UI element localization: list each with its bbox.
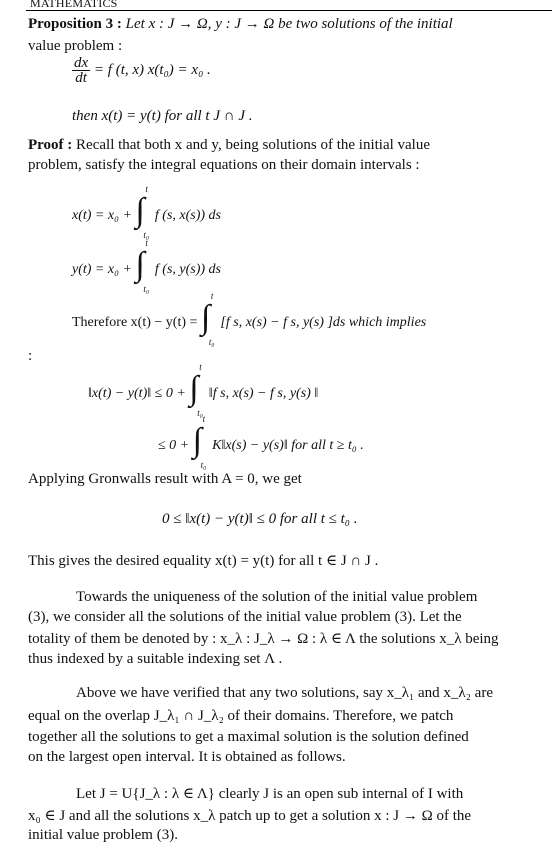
- integral-x-lhs: x(t) = x₀ +: [72, 208, 132, 224]
- para3-line-2: x₀ ∈ J and all the solutions x_λ patch up to get a solution x : J → Ω of the: [28, 808, 472, 824]
- integral-upper-limit: t: [210, 291, 214, 301]
- proposition-label: Proposition 3 :: [28, 16, 122, 32]
- frac-numerator: dx: [74, 55, 89, 71]
- integral-x-rhs: f (s, x(s)) ds: [154, 208, 222, 224]
- colon-mark: :: [28, 348, 33, 364]
- integral-lower-limit: t₀: [143, 230, 150, 240]
- therefore-lhs: Therefore x(t) − y(t) =: [72, 315, 198, 331]
- gronwall-line: Applying Gronwalls result with A = 0, we get: [28, 471, 302, 487]
- proof-label: Proof :: [28, 137, 73, 153]
- para1-line-1: Towards the uniqueness of the solution of the initial value problem: [76, 589, 478, 605]
- therefore-equation: [72, 291, 427, 347]
- para2-line-1: Above we have verified that any two solutions, say x_λ₁ and x_λ₂ are: [76, 685, 493, 701]
- para1-line-2: (3), we consider all the solutions of the initial value problem (3). Let the: [28, 609, 462, 625]
- para3-line-1: Let J = U{J_λ : λ ∈ Λ} clearly J is an open sub internal of I with: [76, 786, 464, 802]
- running-header: MATHEMATICS: [30, 0, 118, 10]
- proposition-line-1: [28, 16, 453, 33]
- frac-denominator: dt: [75, 70, 87, 86]
- derivative-fraction: [72, 56, 90, 85]
- proof-line-1: [28, 137, 430, 154]
- para2-line-4: on the largest open interval. It is obtained as follows.: [28, 749, 346, 765]
- integral-sign: ∫ t t₀: [189, 362, 203, 418]
- integral-y-rhs: f (s, y(s)) ds: [154, 262, 222, 278]
- para2-line-2: equal on the overlap J_λ₁ ∩ J_λ₂ of their domains. Therefore, we patch: [28, 708, 454, 724]
- integral-lower-limit: t₀: [208, 337, 215, 347]
- para1-line-3: totality of them be denoted by : x_λ : J_λ → Ω : λ ∈ Λ the solutions x_λ being: [28, 631, 499, 647]
- integral-sign: ∫ t t₀: [192, 414, 207, 470]
- integral-upper-limit: t: [202, 414, 206, 424]
- para2-line-3: together all the solutions to get a maximal solution is the solution defined: [28, 729, 469, 745]
- integral-sign: ∫ t t₀: [135, 238, 150, 294]
- integral-lower-limit: t₀: [200, 460, 207, 470]
- proposition-conclusion: then x(t) = y(t) for all t J ∩ J .: [72, 108, 253, 124]
- ivp-rhs: = f (t, x) x(t₀) = x₀ .: [93, 61, 211, 78]
- norm-rhs: ‖f s, x(s) − f s, y(s) ‖: [208, 386, 319, 402]
- norm-lhs: ‖x(t) − y(t)‖ ≤ 0 +: [88, 386, 186, 402]
- integral-lower-limit: t₀: [197, 408, 203, 418]
- equality-line: This gives the desired equality x(t) = y(t) for all t ∈ J ∩ J .: [28, 553, 379, 569]
- para3-line-3: initial value problem (3).: [28, 827, 178, 843]
- gronwall-equation: 0 ≤ ‖x(t) − y(t)‖ ≤ 0 for all t ≤ t₀ .: [162, 511, 358, 527]
- integral-sign: ∫ t t₀: [200, 291, 215, 347]
- proof-text-1: Recall that both x and y, being solutions of the initial value: [76, 137, 431, 153]
- bound-inequality: [158, 414, 364, 470]
- norm-inequality: [88, 362, 319, 418]
- integral-y-lhs: y(t) = x₀ +: [72, 262, 132, 278]
- bound-lhs: ≤ 0 +: [158, 438, 190, 454]
- para1-line-4: thus indexed by a suitable indexing set Λ .: [28, 651, 283, 667]
- integral-upper-limit: t: [199, 362, 202, 372]
- bound-rhs: K‖x(s) − y(s)‖ for all t ≥ t₀ .: [212, 438, 364, 454]
- integral-equation-y: [72, 238, 222, 294]
- integral-lower-limit: t₀: [143, 284, 150, 294]
- integral-sign: ∫ t t₀: [135, 184, 150, 240]
- proposition-text-1: Let x : J → Ω, y : J → Ω be two solutions of the initial: [125, 16, 453, 32]
- therefore-rhs: [f s, x(s) − f s, y(s) ]ds which implies: [220, 315, 427, 331]
- proposition-line-2: value problem :: [28, 38, 123, 54]
- integral-equation-x: [72, 184, 222, 240]
- integral-upper-limit: t: [145, 238, 148, 248]
- integral-upper-limit: t: [145, 184, 148, 194]
- proof-line-2: problem, satisfy the integral equations on their domain intervals :: [28, 157, 420, 173]
- ivp-equation: [72, 56, 211, 85]
